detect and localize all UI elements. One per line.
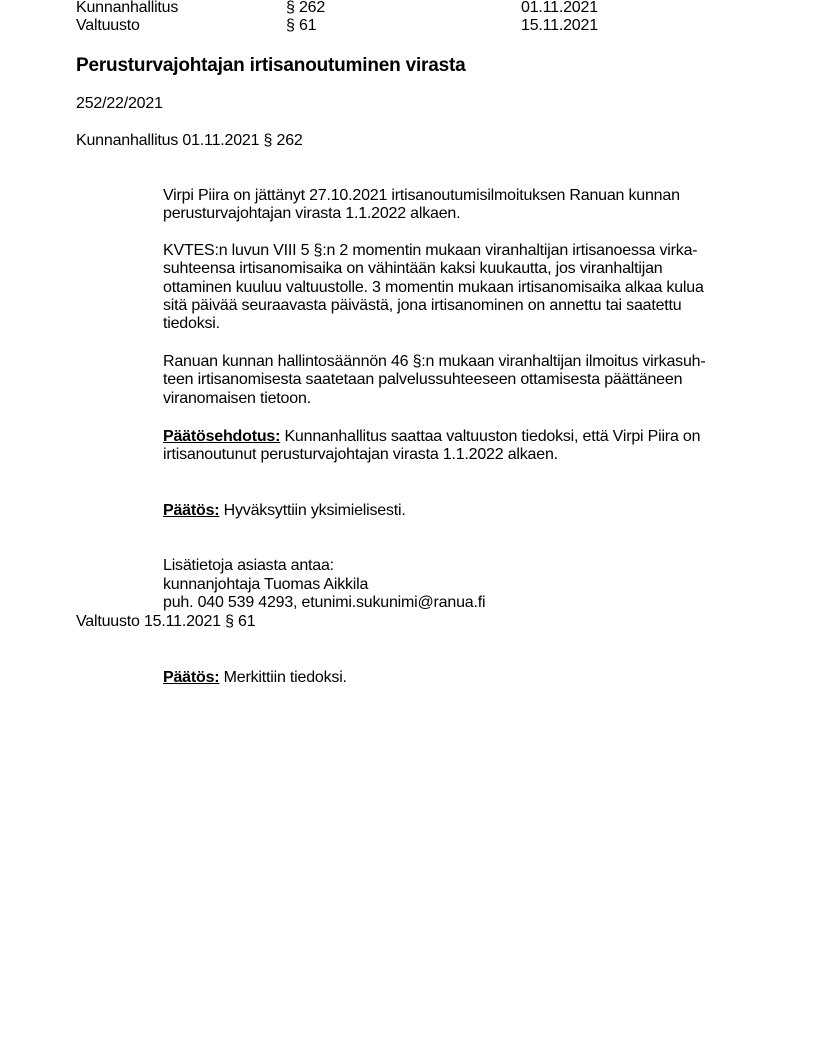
header-section: § 262 [286,0,326,16]
text-line: ottaminen kuuluu valtuustolle. 3 momentin mukaan irtisanomisaika alkaa kulua [163,279,704,296]
decision-label: Päätös: [163,502,220,519]
text-line: perusturvajohtajan virasta 1.1.2022 alkaen. [163,205,461,222]
decision-text: Merkittiin tiedoksi. [219,669,347,686]
case-number: 252/22/2021 [76,95,163,112]
header-date: 15.11.2021 [521,17,598,34]
header-body: Kunnanhallitus [76,0,179,16]
proposal-text: Kunnanhallitus saattaa valtuuston tiedoksi, että Virpi Piira on [280,428,701,445]
decision-2 [163,669,347,687]
header-body: Valtuusto [76,17,140,34]
text-line: Lisätietoja asiasta antaa: [163,557,334,574]
text-line: KVTES:n luvun VIII 5 §:n 2 momentin mukaan viranhaltijan irtisanoessa virka- [163,242,698,259]
text-line: teen irtisanomisesta saatetaan palvelussuhteeseen ottamisesta päättäneen [163,371,683,388]
text-line: irtisanoutunut perusturvajohtajan virasta 1.1.2022 alkaen. [163,446,558,463]
text-line [163,428,700,446]
text-line: viranomaisen tietoon. [163,390,311,407]
decision-text: Hyväksyttiin yksimielisesti. [219,502,406,519]
text-line: tiedoksi. [163,315,220,332]
proposal-label: Päätösehdotus: [163,428,281,445]
text-line: suhteensa irtisanomisaika on vähintään kaksi kuukautta, jos viranhaltijan [163,260,663,277]
text-line: Ranuan kunnan hallintosäännön 46 §:n mukaan viranhaltijan ilmoitus virkasuh- [163,353,706,370]
page-title: Perusturvajohtajan irtisanoutuminen virasta [76,55,466,76]
council-heading: Valtuusto 15.11.2021 § 61 [76,613,256,630]
decision-1 [163,502,406,520]
text-line: kunnanjohtaja Tuomas Aikkila [163,576,369,593]
header-section: § 61 [286,17,317,34]
text-line: Virpi Piira on jättänyt 27.10.2021 irtisanoutumisilmoituksen Ranuan kunnan [163,187,680,204]
text-line: sitä päivää seuraavasta päivästä, jona irtisanominen on annettu tai saatettu [163,297,682,314]
text-line: puh. 040 539 4293, etunimi.sukunimi@ranua.fi [163,594,486,611]
header-date: 01.11.2021 [521,0,598,16]
kh-heading: Kunnanhallitus 01.11.2021 § 262 [76,132,303,149]
decision-label: Päätös: [163,669,220,686]
